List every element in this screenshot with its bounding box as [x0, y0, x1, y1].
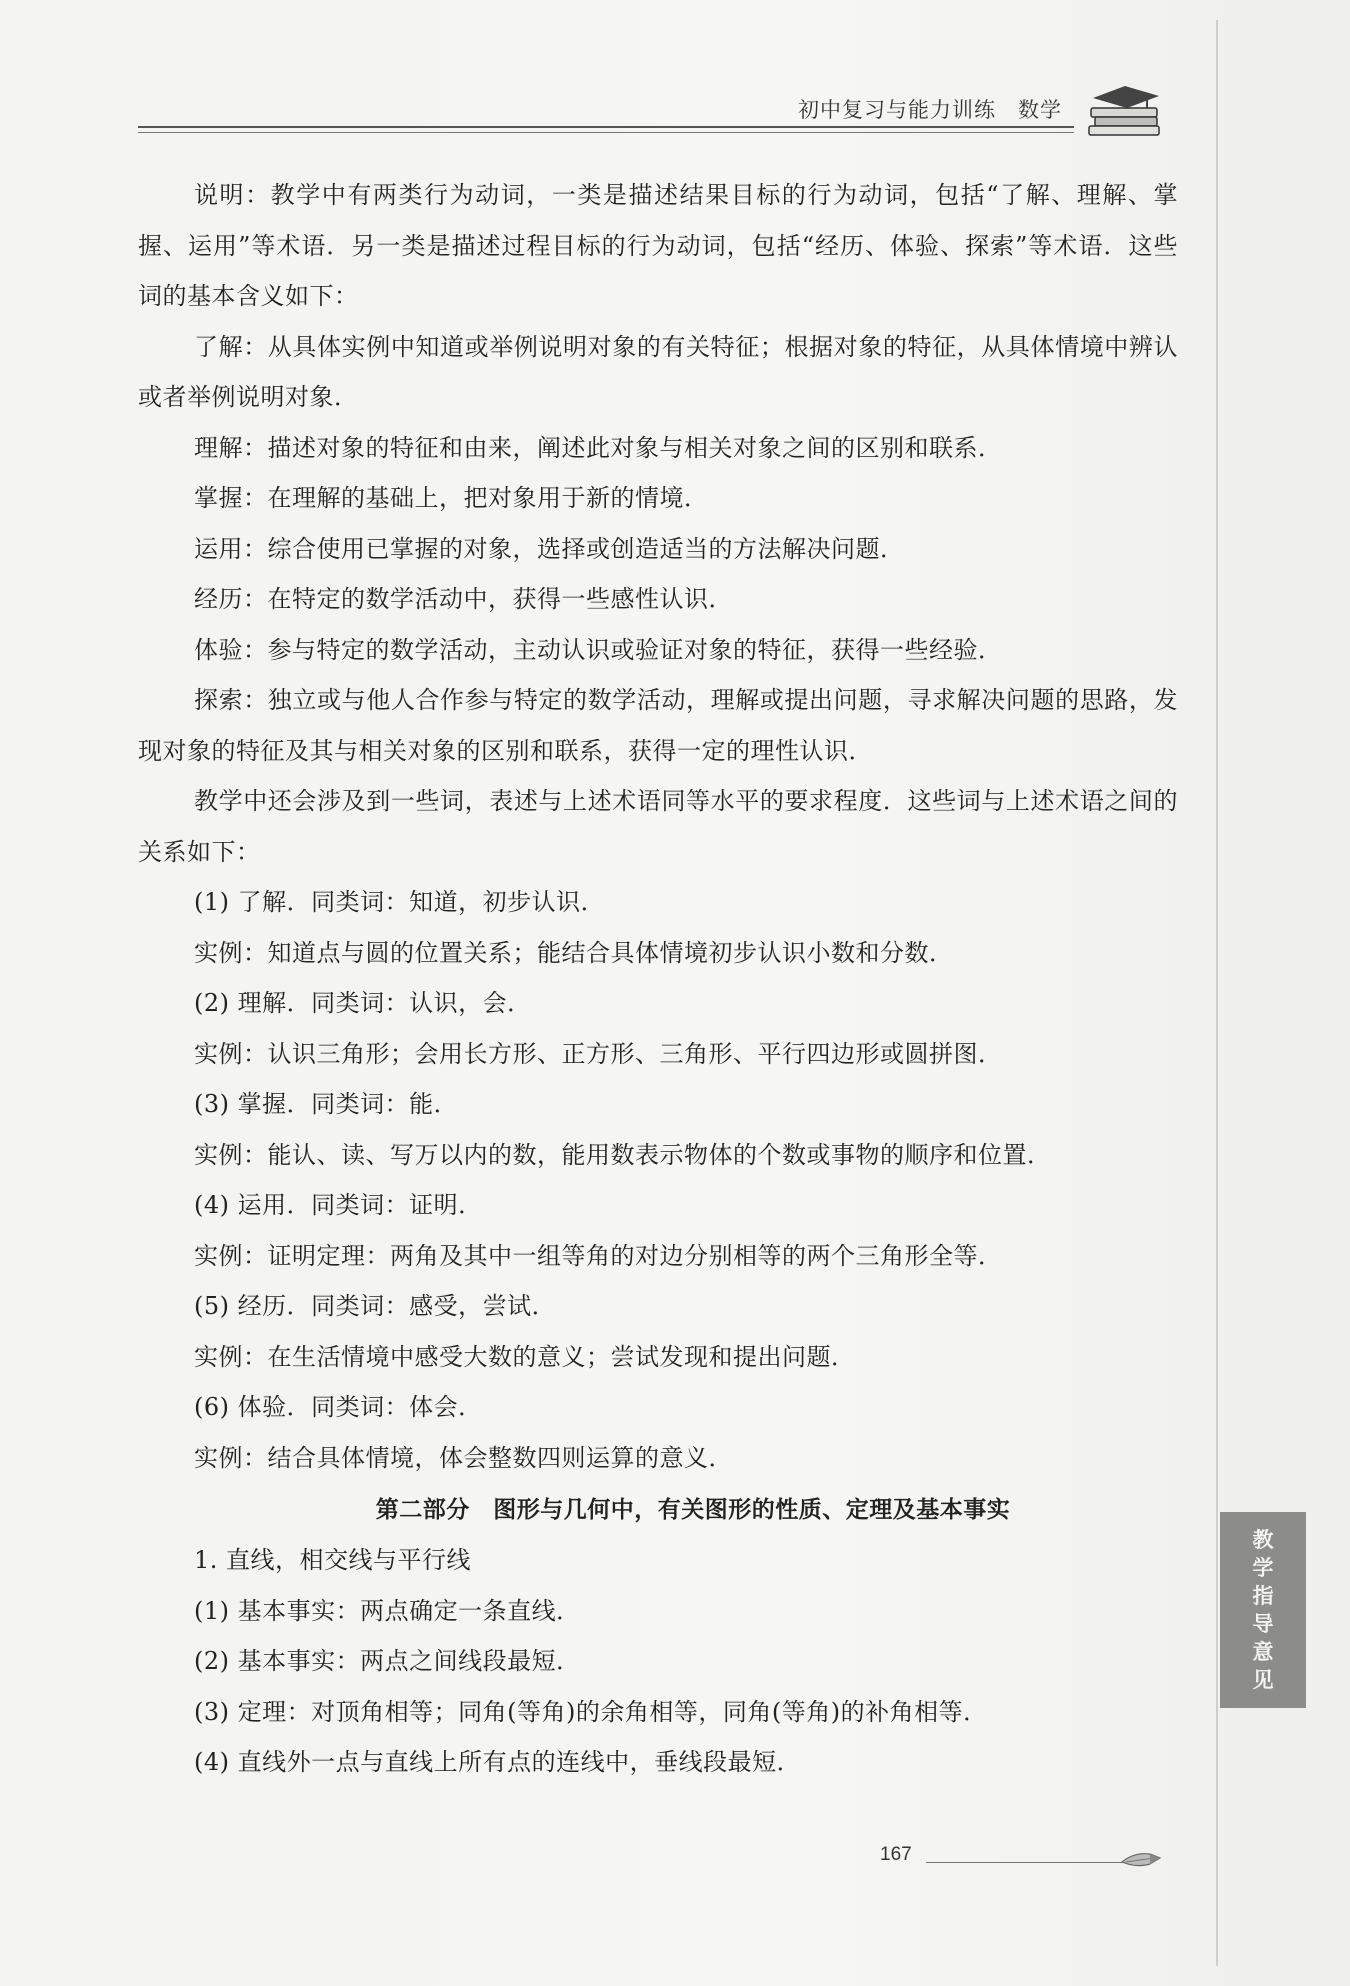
page-body: [138, 170, 1178, 1788]
header-rule: [138, 126, 1074, 128]
section-item: (2) 基本事实：两点之间线段最短．: [194, 1647, 581, 1675]
example-line: 实例：能认、读、写万以内的数，能用数表示物体的个数或事物的顺序和位置．: [194, 1140, 1052, 1169]
paragraph: 理解：描述对象的特征和由来，阐述此对象与相关对象之间的区别和联系．: [194, 433, 1003, 462]
side-tab-char: 教: [1252, 1528, 1274, 1552]
footer-rule: [926, 1862, 1126, 1863]
binding-edge: [1216, 20, 1218, 1966]
section-item: (1) 基本事实：两点确定一条直线．: [194, 1596, 581, 1625]
list-item: (1) 了解．同类词：知道，初步认识．: [194, 888, 606, 916]
paragraph: 运用：综合使用已掌握的对象，选择或创造适当的方法解决问题．: [194, 534, 905, 563]
paragraph: 说明：教学中有两类行为动词，一类是描述结果目标的行为动词，包括“了解、理解、掌握、运用”等术语．另一类是描述过程目标的行为动词，包括“经历、体验、探索”等术语．这些词的基本含义如下：: [138, 181, 1178, 310]
side-tab-char: 见: [1252, 1668, 1274, 1692]
paragraph: 探索：独立或与他人合作参与特定的数学活动，理解或提出问题，寻求解决问题的思路，发现对象的特征及其与相关对象的区别和联系，获得一定的理性认识．: [138, 686, 1178, 765]
list-item: (4) 运用．同类词：证明．: [194, 1191, 483, 1219]
header-title: [798, 94, 1062, 124]
list-item: (2) 理解．同类词：认识，会．: [194, 989, 532, 1017]
side-tab-char: 意: [1252, 1640, 1274, 1664]
example-line: 实例：证明定理：两角及其中一组等角的对边分别相等的两个三角形全等．: [194, 1241, 1003, 1270]
paragraph: 教学中还会涉及到一些词，表述与上述术语同等水平的要求程度．这些词与上述术语之间的关系如下：: [138, 787, 1178, 866]
header-subject: 数学: [1018, 98, 1062, 122]
section-item: (4) 直线外一点与直线上所有点的连线中，垂线段最短．: [194, 1748, 802, 1776]
header-rule-thin: [138, 132, 1074, 133]
example-line: 实例：知道点与圆的位置关系；能结合具体情境初步认识小数和分数．: [194, 938, 954, 967]
running-header: [138, 88, 1074, 132]
books-stack-icon: [1085, 60, 1165, 140]
list-item: (3) 掌握．同类词：能．: [194, 1090, 459, 1118]
side-tab-char: 指: [1252, 1584, 1274, 1608]
paragraph: 掌握：在理解的基础上，把对象用于新的情境．: [194, 484, 709, 512]
section-item: 1. 直线，相交线与平行线: [194, 1546, 472, 1574]
paragraph: 经历：在特定的数学活动中，获得一些感性认识．: [194, 585, 733, 613]
example-line: 实例：认识三角形；会用长方形、正方形、三角形、平行四边形或圆拼图．: [194, 1039, 1003, 1068]
paragraph: 体验：参与特定的数学活动，主动认识或验证对象的特征，获得一些经验．: [194, 635, 1003, 664]
chapter-side-tab: [1220, 1512, 1306, 1708]
section-item: (3) 定理：对顶角相等；同角(等角)的余角相等，同角(等角)的补角相等．: [194, 1697, 988, 1726]
section-heading: 第二部分 图形与几何中，有关图形的性质、定理及基本事实: [375, 1497, 1011, 1523]
example-line: 实例：结合具体情境，体会整数四则运算的意义．: [194, 1443, 733, 1472]
example-line: 实例：在生活情境中感受大数的意义；尝试发现和提出问题．: [194, 1342, 856, 1371]
pen-nib-icon: [1120, 1844, 1164, 1874]
paragraph: 了解：从具体实例中知道或举例说明对象的有关特征；根据对象的特征，从具体情境中辨认或者举例说明对象．: [138, 332, 1178, 411]
list-item: (6) 体验．同类词：体会．: [194, 1393, 483, 1421]
header-book-title: 初中复习与能力训练: [798, 98, 996, 122]
side-tab-char: 学: [1252, 1556, 1274, 1580]
page-footer: [880, 1840, 1180, 1880]
side-tab-char: 导: [1252, 1612, 1274, 1636]
list-item: (5) 经历．同类词：感受，尝试．: [194, 1292, 557, 1320]
page-number: 167: [880, 1844, 912, 1865]
